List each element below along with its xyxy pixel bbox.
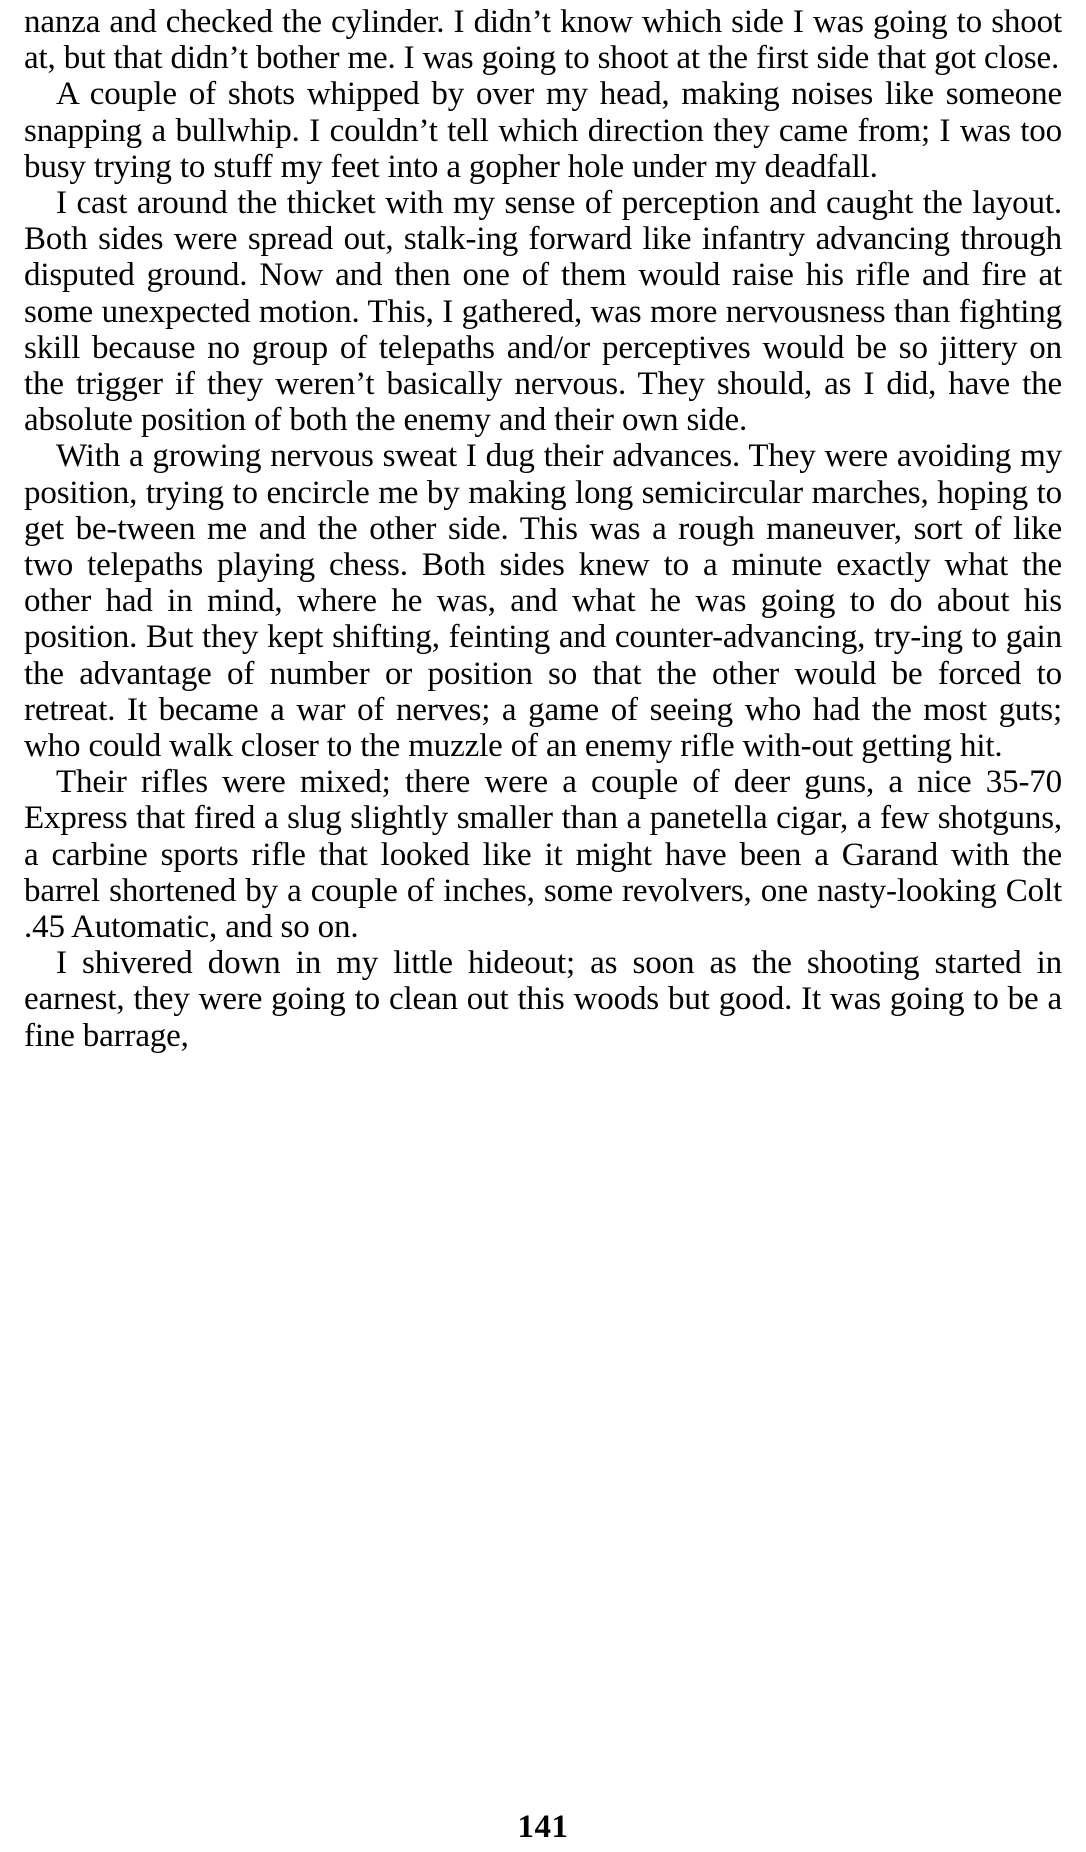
paragraph: I cast around the thicket with my sense of perception and caught the layout. Both sides were spread out, stalk-ing forward like infantry advancing through disputed ground. Now and then one of them would raise his rifle and fire at some unexpected motion. This, I gathered, was more nervousness than fighting skill because no group of telepaths and/or perceptives would be so jittery on the trigger if they weren’t basically nervous. They should, as I did, have the absolute position of both the enemy and their own side. <box>24 185 1062 439</box>
paragraph-continued: nanza and checked the cylinder. I didn’t know which side I was going to shoot at, but that didn’t bother me. I was going to shoot at the first side that got close. <box>24 4 1062 77</box>
paragraph: A couple of shots whipped by over my head, making noises like someone snapping a bullwhip. I couldn’t tell which direction they came from; I was too busy trying to stuff my feet into a gopher hole under my deadfall. <box>24 76 1062 185</box>
page-number: 141 <box>517 1809 569 1845</box>
paragraph: I shivered down in my little hideout; as soon as the shooting started in earnest, they were going to clean out this woods but good. It was going to be a fine barrage, <box>24 945 1062 1054</box>
paragraph: With a growing nervous sweat I dug their advances. They were avoiding my position, trying to encircle me by making long semicircular marches, hoping to get be-tween me and the other side. This was a rough maneuver, sort of like two telepaths playing chess. Both sides knew to a minute exactly what the other had in mind, where he was, and what he was going to do about his position. But they kept shifting, feinting and counter-advancing, try-ing to gain the advantage of number or position so that the other would be forced to retreat. It became a war of nerves; a game of seeing who had the most guts; who could walk closer to the muzzle of an enemy rifle with-out getting hit. <box>24 438 1062 765</box>
body-text <box>24 4 1062 1054</box>
paragraph: Their rifles were mixed; there were a couple of deer guns, a nice 35-70 Express that fired a slug slightly smaller than a panetella cigar, a few shotguns, a carbine sports rifle that looked like it might have been a Garand with the barrel shortened by a couple of inches, some revolvers, one nasty-looking Colt .45 Automatic, and so on. <box>24 764 1062 946</box>
